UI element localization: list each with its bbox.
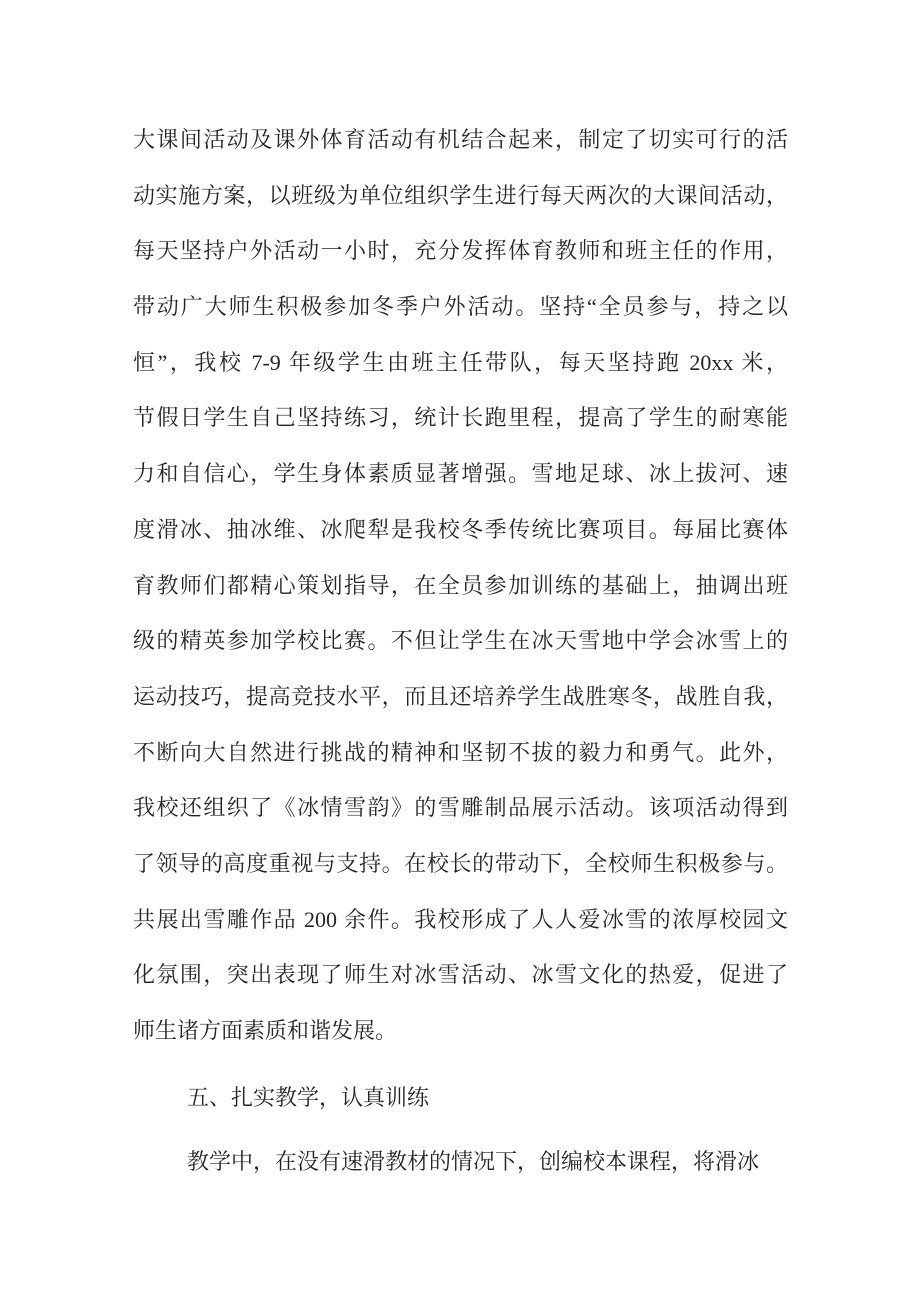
text-line: 了领导的高度重视与支持。在校长的带动下，全校师生积极参与。 <box>133 850 788 876</box>
text-line: 运动技巧，提高竞技水平，而且还培养学生战胜寒冬，战胜自我， <box>133 683 788 709</box>
document-body <box>133 112 788 1190</box>
text-line: 恒”，我校 7-9 年级学生由班主任带队，每天坚持跑 20xx 米， <box>133 349 788 375</box>
text-line: 节假日学生自己坚持练习，统计长跑里程，提高了学生的耐寒能 <box>133 405 788 431</box>
text-line: 度滑冰、抽冰维、冰爬犁是我校冬季传统比赛项目。每届比赛体 <box>133 516 788 542</box>
text-line: 化氛围，突出表现了师生对冰雪活动、冰雪文化的热爱，促进了 <box>133 962 788 988</box>
text-line: 不断向大自然进行挑战的精神和坚韧不拔的毅力和勇气。此外， <box>133 739 788 765</box>
text-line: 育教师们都精心策划指导，在全员参加训练的基础上，抽调出班 <box>133 572 788 598</box>
text-line: 动实施方案，以班级为单位组织学生进行每天两次的大课间活动， <box>133 182 788 208</box>
section-heading: 五、扎实教学，认真训练 <box>187 1084 430 1110</box>
text-line: 我校还组织了《冰情雪韵》的雪雕制品展示活动。该项活动得到 <box>133 795 788 821</box>
text-line: 每天坚持户外活动一小时，充分发挥体育教师和班主任的作用， <box>133 238 788 264</box>
text-line: 大课间活动及课外体育活动有机结合起来，制定了切实可行的活 <box>133 127 788 152</box>
text-line: 教学中，在没有速滑教材的情况下，创编校本课程，将滑冰 <box>187 1149 760 1175</box>
text-line: 师生诸方面素质和谐发展。 <box>133 1018 398 1043</box>
text-line: 共展出雪雕作品 200 余件。我校形成了人人爱冰雪的浓厚校园文 <box>133 906 788 932</box>
text-line: 带动广大师生积极参加冬季户外活动。坚持“全员参与，持之以 <box>133 294 788 320</box>
text-line: 力和自信心，学生身体素质显著增强。雪地足球、冰上拔河、速 <box>133 461 788 487</box>
text-line: 级的精英参加学校比赛。不但让学生在冰天雪地中学会冰雪上的 <box>133 628 788 654</box>
